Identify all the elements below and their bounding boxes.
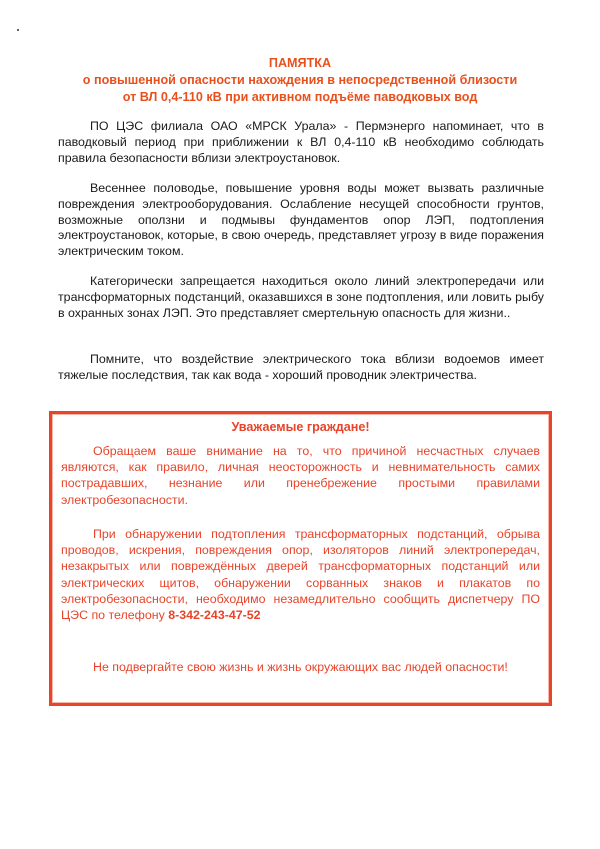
notice-paragraph-report — [61, 526, 540, 623]
notice-box — [49, 411, 552, 706]
notice-paragraph-warning — [61, 659, 540, 675]
memo-title — [40, 55, 560, 106]
paragraph-flood-risk-text: Весеннее половодье, повышение уровня воды может вызвать различные повреждения электрооборудования. Ослабление несущей способности грунтов, возможные оползни и подмывы фундаментов опор ЛЭП, подтопления электроустановок, которые, в свою очередь, представляет угрозу в виде поражения электрическим током. — [58, 181, 544, 259]
notice-paragraph-attention-text: Обращаем ваше внимание на то, что причиной несчастных случаев являются, как правило, личная неосторожность и невнимательность самих пострадавших, незнание или пренебрежение простыми правилами электробезопасности. — [61, 444, 540, 507]
notice-heading: Уважаемые граждане! — [231, 420, 370, 434]
paragraph-prohibition — [58, 274, 544, 321]
notice-paragraph-warning-text: Не подвергайте свою жизнь и жизнь окружающих вас людей опасности! — [93, 660, 508, 674]
paragraph-water-conductor-text: Помните, что воздействие электрического тока вблизи водоемов имеет тяжелые последствия, так как вода - хороший проводник электричества. — [58, 352, 544, 382]
dispatcher-phone-number: 8-342-243-47-52 — [168, 608, 261, 623]
paragraph-flood-risk — [58, 181, 544, 260]
paragraph-reminder — [58, 119, 544, 166]
memo-title-line-2: о повышенной опасности нахождения в непосредственной близости — [82, 73, 518, 87]
notice-paragraph-report-body — [61, 526, 540, 623]
memo-title-word: ПАМЯТКА — [268, 56, 332, 70]
paragraph-water-conductor — [58, 352, 544, 384]
paragraph-prohibition-text: Категорически запрещается находиться около линий электропередачи или трансформаторных подстанций, оказавшихся в зоне подтопления, или ловить рыбу в охранных зонах ЛЭП. Это представляет смертельную опасность для жизни.. — [58, 274, 544, 320]
notice-paragraph-attention — [61, 443, 540, 508]
memo-title-line-3: от ВЛ 0,4-110 кВ при активном подъёме паводковых вод — [122, 90, 478, 104]
notice-paragraph-report-text: При обнаружении подтопления трансформаторных подстанций, обрыва проводов, искрения, повреждения опор, изоляторов линий электропередач, незакрытых или повреждённых дверей трансформаторных подстанций или электрических щитов, обнаружении сорванных знаков и плакатов по электробезопасности, необходимо незамедлительно сообщить диспетчеру ПО ЦЭС по телефону — [61, 527, 540, 623]
paragraph-reminder-text: ПО ЦЭС филиала ОАО «МРСК Урала» - Пермэнерго напоминает, что в паводковый период при приближении к ВЛ 0,4-110 кВ необходимо соблюдать правила безопасности вблизи электроустановок. — [58, 119, 544, 165]
scan-speck — [17, 29, 19, 31]
